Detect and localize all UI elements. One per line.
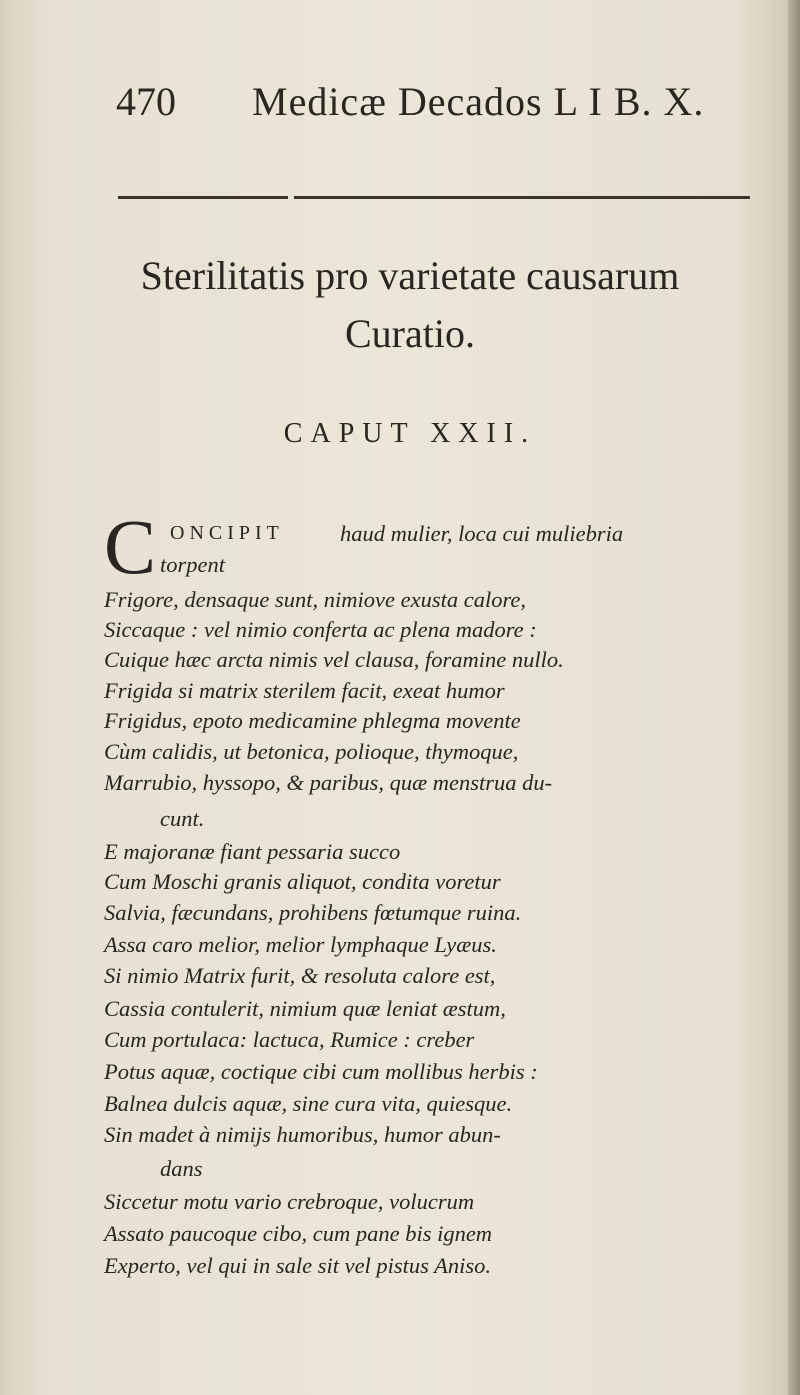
poem-line-1: haud mulier, loca cui muliebria (340, 521, 624, 546)
first-word: ONCIPIT (170, 522, 284, 544)
poem-line-10: cunt. (160, 806, 205, 831)
header-rule-left (118, 196, 288, 199)
page-header (0, 78, 800, 128)
header-rule-right (294, 196, 750, 199)
page-spine-shadow (788, 0, 800, 1395)
chapter-title-line1: Sterilitatis pro varietate causarum (140, 253, 680, 298)
poem-line-9: Marrubio, hyssopo, & paribus, quæ menstrua du- (104, 770, 553, 795)
poem-line-8: Cùm calidis, ut betonica, polioque, thymoque, (104, 739, 519, 764)
poem-line-17: Cum portulaca: lactuca, Rumice : creber (104, 1027, 475, 1052)
poem-line-14: Assa caro melior, melior lymphaque Lyæus. (104, 932, 497, 957)
poem-line-22: Siccetur motu vario crebroque, volucrum (104, 1189, 475, 1214)
poem-line-3: Frigore, densaque sunt, nimiove exusta calore, (104, 587, 526, 612)
drop-cap: C (104, 503, 157, 590)
poem-line-21: dans (160, 1156, 203, 1181)
poem-line-16: Cassia contulerit, nimium quæ leniat æstum, (104, 996, 506, 1021)
running-title: Medicæ Decados L I B. X. (252, 79, 705, 124)
poem-line-13: Salvia, fæcundans, prohibens fœtumque ruina. (104, 900, 522, 925)
poem-line-23: Assato paucoque cibo, cum pane bis ignem (104, 1221, 493, 1246)
poem-line-11: E majoranæ fiant pessaria succo (104, 839, 401, 864)
poem-line-20: Sin madet à nimijs humoribus, humor abun- (104, 1122, 501, 1147)
poem-line-7: Frigidus, epoto medicamine phlegma movente (104, 708, 521, 733)
poem-line-2: torpent (160, 552, 225, 577)
poem-line-19: Balnea dulcis aquæ, sine cura vita, quiesque. (104, 1091, 513, 1116)
poem-line-5: Cuique hæc arcta nimis vel clausa, foramine nullo. (104, 647, 564, 672)
chapter-number: CAPUT XXII. (283, 418, 537, 449)
poem-line-18: Potus aquæ, coctique cibi cum mollibus herbis : (104, 1059, 538, 1084)
poem-line-12: Cum Moschi granis aliquot, condita voretur (104, 869, 501, 894)
poem-line-4: Siccaque : vel nimio conferta ac plena madore : (104, 617, 537, 642)
poem-line-24: Experto, vel qui in sale sit vel pistus Aniso. (104, 1253, 492, 1278)
chapter-title-line2: Curatio. (345, 311, 475, 356)
poem-line-6: Frigida si matrix sterilem facit, exeat humor (104, 678, 505, 703)
page-number: 470 (116, 79, 176, 124)
poem-line-15: Si nimio Matrix furit, & resoluta calore est, (104, 963, 496, 988)
